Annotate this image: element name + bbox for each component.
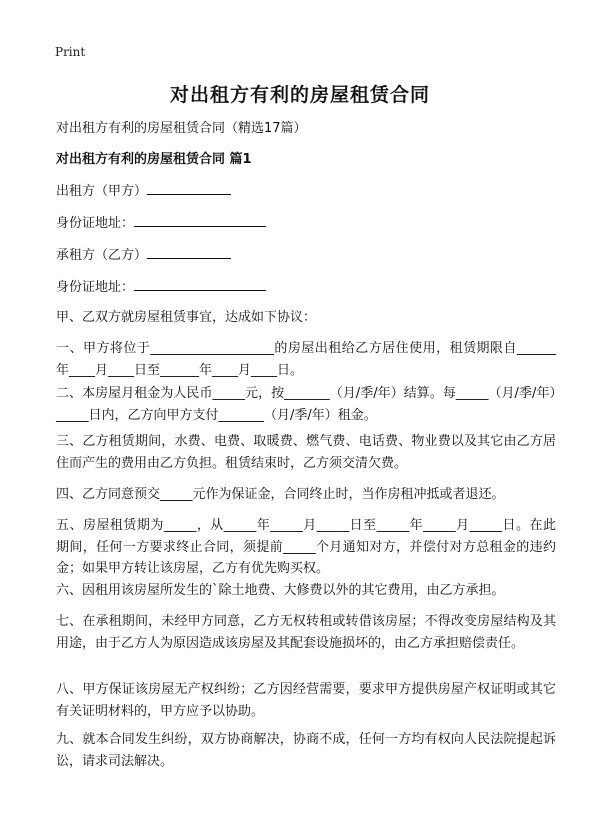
clause-4: 四、乙方同意预交_____元作为保证金，合同终止时，当作房租冲抵或者退还。 <box>56 487 505 502</box>
section-heading: 对出租方有利的房屋租赁合同 篇1 <box>56 152 252 167</box>
clause-8: 八、甲方保证该房屋无产权纠纷；乙方因经营需要，要求甲方提供房屋产权证明或其它有关证明材料的，甲方应予以协助。 <box>56 682 556 719</box>
lessor-id-label: 身份证地址： <box>56 216 135 231</box>
lessee-id-field <box>56 276 266 298</box>
lessee-field <box>56 244 231 266</box>
lessee-id-label: 身份证地址： <box>56 280 135 295</box>
lessee-blank <box>147 244 231 259</box>
lessor-label: 出租方（甲方） <box>56 184 148 199</box>
clause-3: 三、乙方租赁期间，水费、电费、取暖费、燃气费、电话费、物业费以及其它由乙方居住而产生的费用由乙方负担。租赁结束时，乙方须交清欠费。 <box>56 434 556 471</box>
clause-2: 二、本房屋月租金为人民币_____元，按_______（月/季/年）结算。每_____（月/季/年）_____日内，乙方向甲方支付_______（月/季/年）租金。 <box>56 386 556 423</box>
clause-5: 五、房屋租赁期为_____，从_____年_____月_____日至_____年_____月_____日。在此期间，任何一方要求终止合同，须提前_____个月通知对方，并偿付对方总租金的违约金；如果甲方转让该房屋，乙方有优先购买权。 <box>56 518 556 576</box>
agreement-intro: 甲、乙双方就房屋租赁事宜，达成如下协议： <box>56 310 317 325</box>
lessee-id-blank <box>134 276 266 291</box>
clause-6: 六、因租用该房屋所发生的`除土地费、大修费以外的其它费用，由乙方承担。 <box>56 583 505 598</box>
lessor-id-field <box>56 212 266 234</box>
clause-9: 九、就本合同发生纠纷，双方协商解决，协商不成，任何一方均有权向人民法院提起诉讼，请求司法解决。 <box>56 732 556 769</box>
print-link[interactable]: Print <box>55 45 86 59</box>
clause-7: 七、在承租期间，未经甲方同意，乙方无权转租或转借该房屋；不得改变房屋结构及其用途，由于乙方人为原因造成该房屋及其配套设施损坏的，由乙方承担赔偿责任。 <box>56 614 556 651</box>
clause-1: 一、甲方将位于___________________的房屋出租给乙方居住使用，租赁期限自______年____月____日至______年____月____日。 <box>56 341 556 378</box>
lessee-label: 承租方（乙方） <box>56 248 148 263</box>
lessor-blank <box>147 180 231 195</box>
lessor-id-blank <box>134 212 266 227</box>
document-title: 对出租方有利的房屋租赁合同 <box>169 84 430 106</box>
document-subtitle: 对出租方有利的房屋租赁合同（精选17篇） <box>56 121 307 136</box>
lessor-field <box>56 180 231 202</box>
